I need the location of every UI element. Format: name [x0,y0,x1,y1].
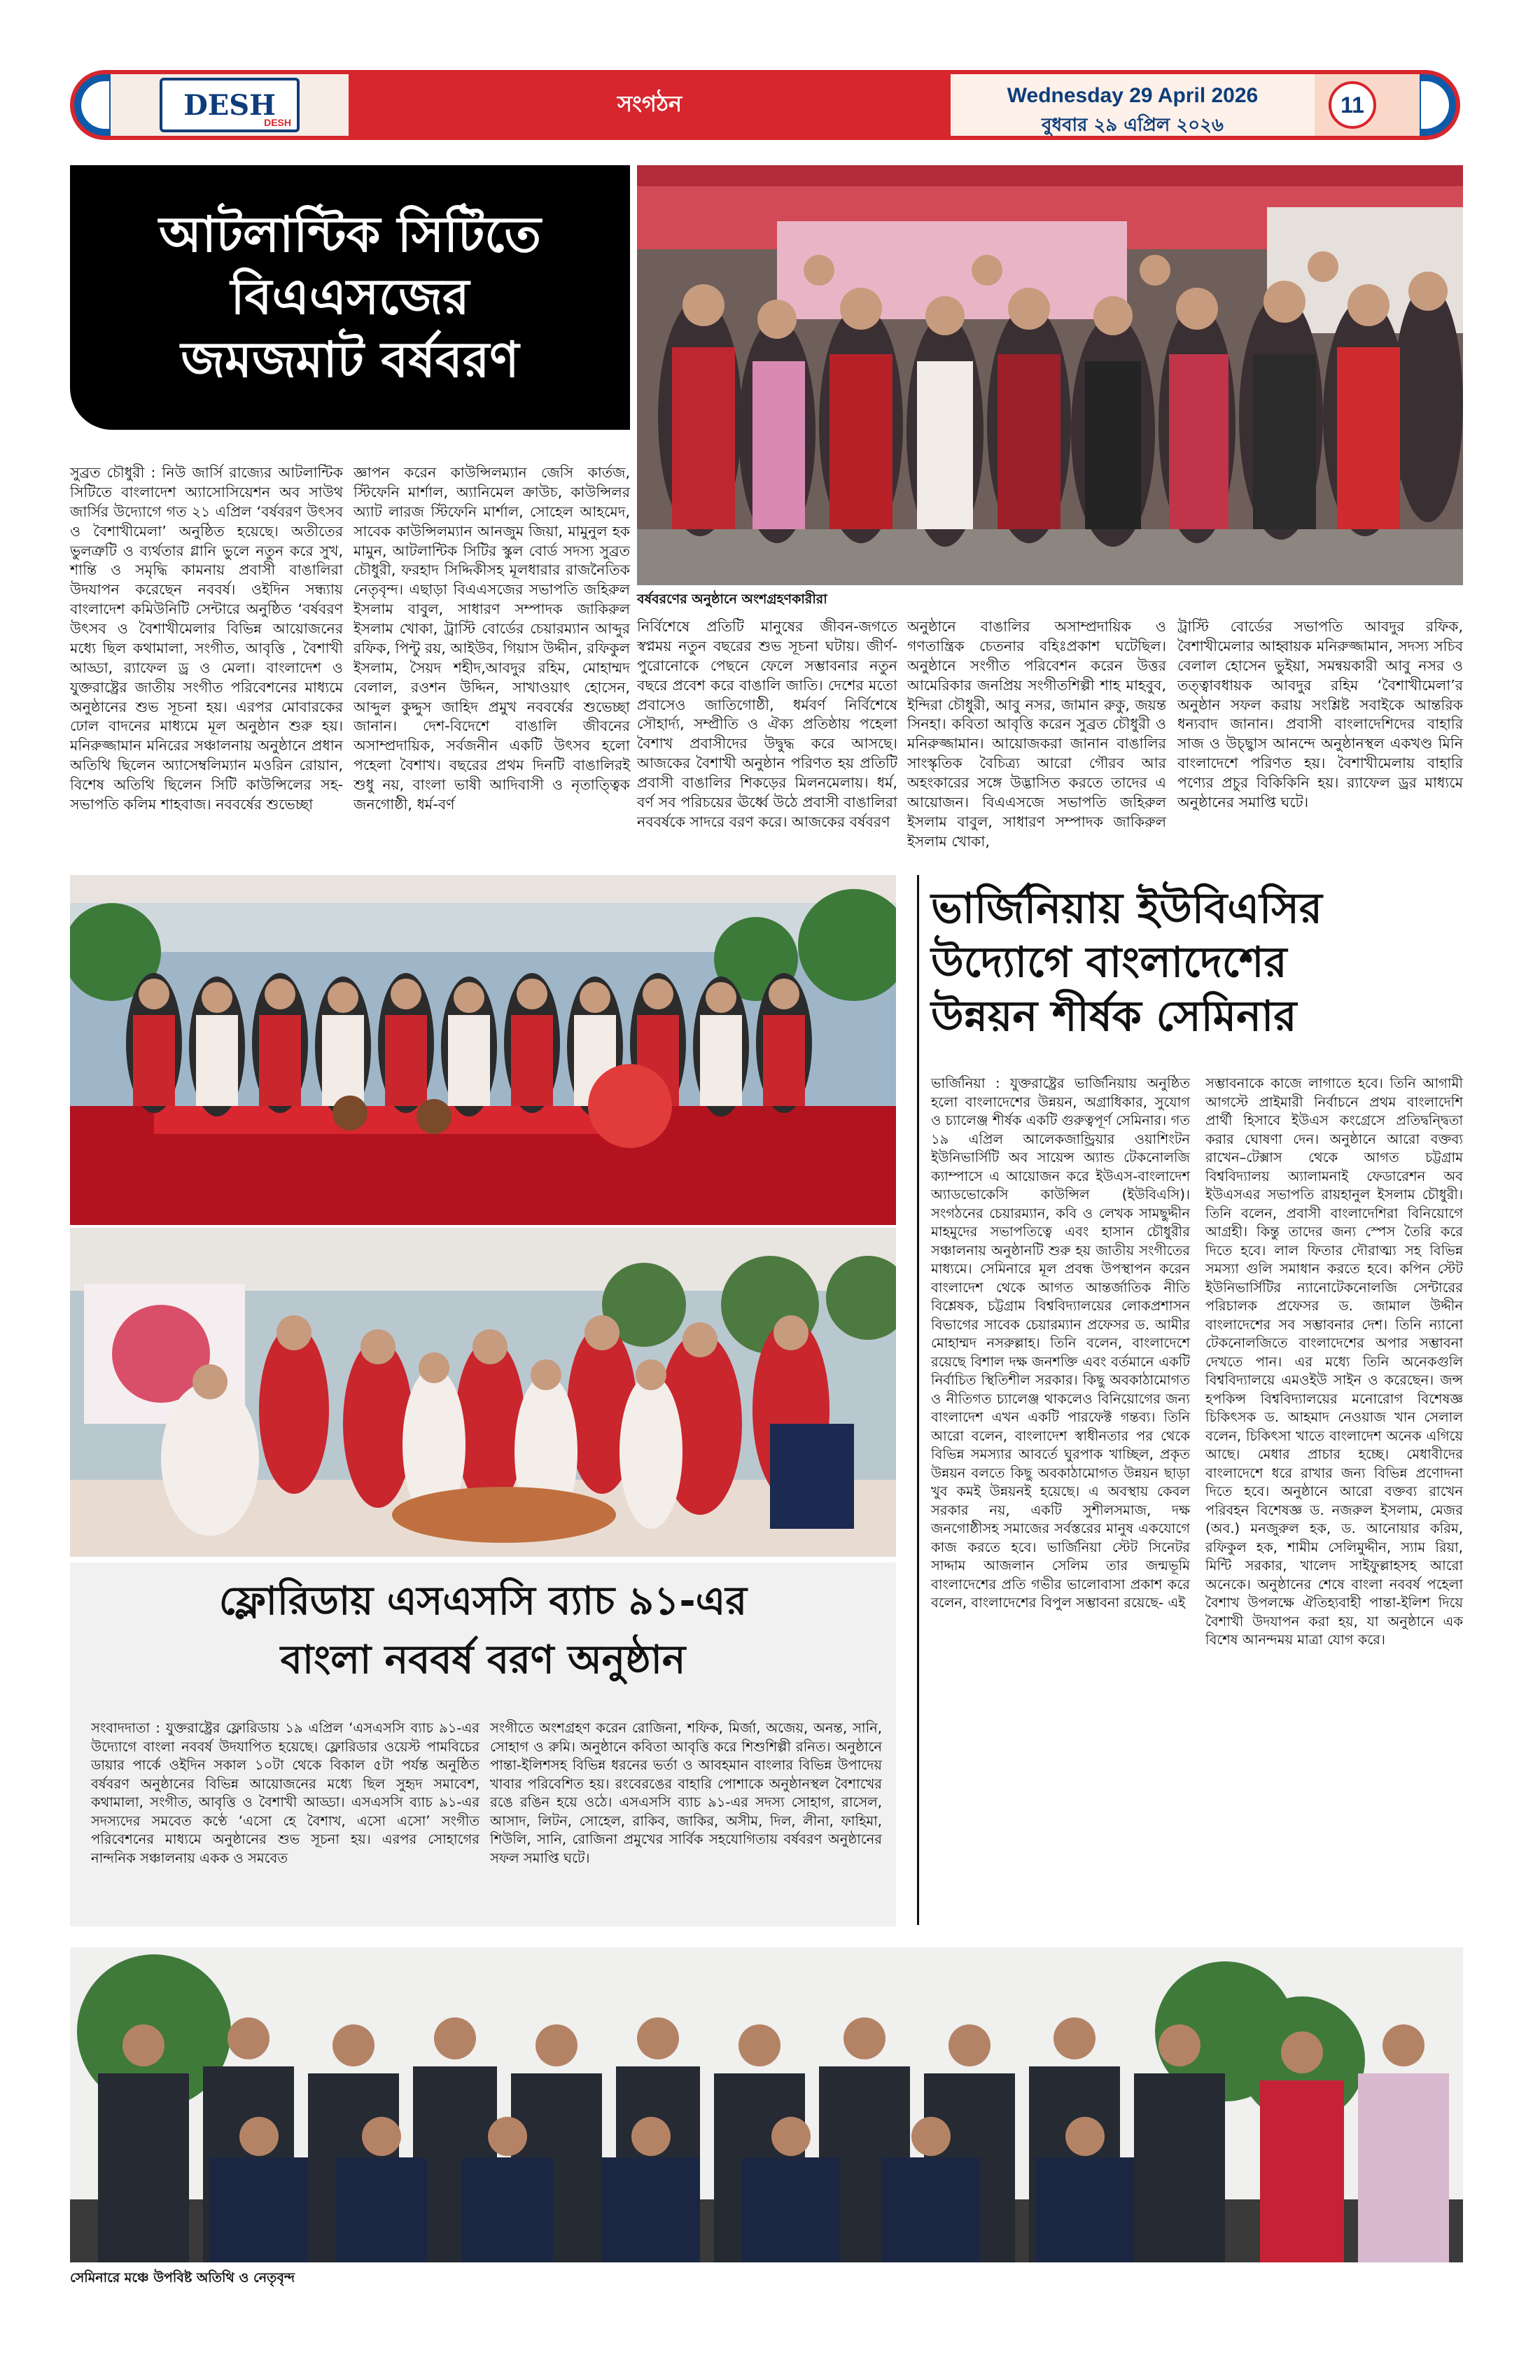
article1-photo-caption: বর্ষবরণের অনুষ্ঠানে অংশগ্রহণকারীরা [637,592,827,607]
headline-line: বাংলা নববর্ষ বরণ অনুষ্ঠান [280,1637,686,1683]
article2-photo-group [70,875,896,1225]
article3-headline [931,882,1463,1043]
headline-line: ফ্লোরিডায় এসএসসি ব্যাচ ৯১-এর [218,1578,748,1624]
date-english: Wednesday 29 April 2026 [1007,84,1259,107]
masthead-logo-area[interactable] [111,70,349,140]
page-number-area [1315,70,1420,140]
date-bangla: বুধবার ২৯ এপ্রিল ২০২৬ [1042,115,1224,136]
article1-headline [70,165,630,430]
seminar-photo [70,1947,1463,2262]
article2-column-2: সংগীতে অংশগ্রহণ করেন রোজিনা, শফিক, মির্জা, অজেয়, অনন্ত, সানি, সোহাগ ও রুমি। অনুষ্ঠানে কবিতা আবৃত্তি করে শিশুশিল্পী রনিত। অনুষ্ঠানে পান্তা-ইলিশসহ বিভিন্ন ধরনের ভর্তা ও আবহমান বাংলার বিভিন্ন উপাদেয় খাবার পরিবেশিত হয়। রংবেরঙের বাহারি পোশাকে অনুষ্ঠানস্থল বৈশাখের রঙে রঙিন হয়ে ওঠে। এসএসসি ব্যাচ ৯১-এর সদস্য সোহাগ, রাসেল, আসাদ, লিটন, সোহেল, রাকিব, জাকির, অসীম, দিল, লীনা, ফাহিমা, শিউলি, সানি, রোজিনা প্রমুখের সার্বিক সহযোগিতায় বর্ষবরণ অনুষ্ঠানের সফল সমাপ্তি ঘটে। [490,1720,882,1866]
header-left-ornament [70,70,111,140]
page-number: 11 [1329,81,1376,129]
header-right-ornament [1420,70,1460,140]
headline-line: ভার্জিনিয়ায় ইউবিএসির [931,884,1322,933]
logo-text: DESH [183,88,276,122]
article2-photo-women [70,1228,896,1557]
article3-column-2: সম্ভাবনাকে কাজে লাগাতে হবে। তিনি আগামী আগস্টে প্রাইমারী নির্বাচনে প্রথম বাংলাদেশি প্রার্থী হিসাবে ইউএস কংগ্রেসে প্রতিদ্বন্দ্বিতা করার ঘোষণা দেন। অনুষ্ঠানে আরো বক্তব্য রাখেন–টেক্সাস থেকে আগত চট্টগ্রাম বিশ্ববিদ্যালয় অ্যালামনাই ফেডারেশন অব ইউএসএর সভাপতি রায়হানুল ইসলাম চৌধুরী। তিনি বলেন, প্রবাসী বাংলাদেশিরা বিনিয়োগে আগ্রহী। কিন্তু তাদের জন্য স্পেস তৈরি করে দিতে হবে। লাল ফিতার দৌরাত্ম্য সহ বিভিন্ন সমস্যা গুলি সমাধান করতে হবে। কপিন স্টেট ইউনিভার্সিটির ন্যানোটেকনোলজি সেন্টারের পরিচালক প্রফেসর ড. জামাল উদ্দীন বাংলাদেশের সব সম্ভাবনার দেশ। তিনি ন্যানো টেকনোলজিতে বাংলাদেশের অপার সম্ভাবনা দেখতে পান। এর মধ্যে তিনি অনেকগুলি বিশ্ববিদ্যালয়ে এমওইউ সাইন ও করেছেন। জন্স হপকিন্স বিশ্ববিদ্যালয়ের মনোরোগ বিশেষজ্ঞ চিকিৎসক ড. আহমাদ নেওয়াজ খান সেলাল বলেন, চিকিৎসা খাতে বাংলাদেশ অনেক এগিয়ে আছে। মেধার প্রাচার হচ্ছে। মেধাবীদের বাংলাদেশে ধরে রাখার জন্য বিভিন্ন প্রণোদনা দিতে হবে। অনুষ্ঠানে আরো বক্তব্য রাখেন পরিবহন বিশেষজ্ঞ ড. নজরুল ইসলাম, মেজর (অব.) মনজুরুল হক, ড. আনোয়ার করিম, রফিকুল হক, শামীম সেলিমুদ্দীন, স্যাম রিয়া, মিন্টি সরকার, খালেদ সাইফুল্লাহসহ আরো অনেকে। অনুষ্ঠানের শেষে বাংলা নববর্ষ পহেলা বৈশাখ উপলক্ষে ঐতিহ্যবাহী পান্তা-ইলিশ দিয়ে বৈশাখী উদযাপন করা হয়, যা অনুষ্ঠানে এক বিশেষ আনন্দময় মাত্রা যোগ করে। [1205,1075,1463,1648]
headline-line: উন্নয়ন শীর্ষক সেমিনার [931,991,1297,1041]
article3-column-1: ভার্জিনিয়া : যুক্তরাষ্ট্রের ভার্জিনিয়ায় অনুষ্ঠিত হলো বাংলাদেশের উন্নয়ন, অগ্রাধিকার, সুযোগ ও চ্যালেঞ্জ শীর্ষক একটি গুরুত্বপূর্ণ সেমিনার। গত ১৯ এপ্রিল আলেকজান্ড্রিয়ার ওয়াশিংটন ইউনিভার্সিটি অব সায়েন্স অ্যান্ড টেকনোলজি ক্যাম্পাসে এ আয়োজন করে ইউএস-বাংলাদেশ অ্যাডভোকেসি কাউন্সিল (ইউবিএসি)। সংগঠনের চেয়ারম্যান, কবি ও লেখক সামছুদ্দীন মাহমুদের সভাপতিত্বে এবং হাসান চৌধুরীর সঞ্চালনায় অনুষ্ঠানটি শুরু হয় জাতীয় সংগীতের মাধ্যমে। সেমিনারে মূল প্রবন্ধ উপস্থাপন করেন বাংলাদেশ থেকে আগত আন্তর্জাতিক নীতি বিশ্লেষক, চট্টগ্রাম বিশ্ববিদ্যালয়ের লোকপ্রশাসন বিভাগের সাবেক চেয়ারম্যান প্রফেসর ড. আমীর মোহাম্মদ নসরুল্লাহ। তিনি বলেন, বাংলাদেশে রয়েছে বিশাল দক্ষ জনশক্তি এবং বর্তমানে একটি নির্বাচিত স্থিতিশীল সরকার। কিছু অবকাঠামোগত ও নীতিগত চ্যালেঞ্জ থাকলেও বিনিয়োগের জন্য বাংলাদেশ এখন একটি পারফেক্ট গন্তব্য। তিনি আরো বলেন, বাংলাদেশ স্বাধীনতার পর থেকে বিভিন্ন সমস্যার আবর্তে ঘুরপাক খাচ্ছিল, প্রকৃত উন্নয়ন বলতে কিছু অবকাঠামোগত উন্নয়ন ছাড়া খুব কমই উন্নয়নই হয়েছে। এ অবস্থায় কেবল সরকার নয়, একটি সুশীলসমাজ, দক্ষ জনগোষ্ঠীসহ সমাজের সর্বস্তরের মানুষ একযোগে কাজ করতে হবে। ভার্জিনিয়া স্টেট সিনেটর সাদ্দাম আজলান সেলিম তার জন্মভূমি বাংলাদেশের প্রতি গভীর ভালোবাসা প্রকাশ করে বলেন, বাংলাদেশের বিপুল সম্ভাবনা রয়েছে- এই [931,1075,1190,1611]
article1-column-4: অনুষ্ঠানে বাঙালির অসাম্প্রদায়িক ও গণতান্ত্রিক চেতনার বহিঃপ্রকাশ ঘটেছিল। অনুষ্ঠানে সংগীত পরিবেশন করেন উত্তর আমেরিকার জনপ্রিয় সংগীতশিল্পী শাহ মাহবুব, ইন্দিরা চৌধুরী, আবু নসর, জামান রুকু, জয়ন্ত সিনহা। কবিতা আবৃত্তি করেন সুব্রত চৌধুরী ও মনিরুজ্জামান। আয়োজকরা জানান বাঙালির সাংস্কৃতিক বৈচিত্র্য আরো গৌরব আর অহংকারের সঙ্গে উদ্ভাসিত করতে তাদের এ আয়োজন। বিএএসজে সভাপতি জহিরুল ইসলাম বাবুল, সাধারণ সম্পাদক জাকিরুল ইসলাম খোকা, [907,618,1166,850]
newspaper-logo [160,78,300,132]
article1-column-3: নির্বিশেষে প্রতিটি মানুষের জীবন-জগতে স্বপ্নময় নতুন বছরের শুভ সূচনা ঘটায়। জীর্ণ-পুরোনোকে পেছনে ফেলে সম্ভাবনার নতুন বছরে প্রবেশ করে বাঙালি জাতি। দেশের মতো প্রবাসেও জাতিগোষ্ঠী, ধর্মবর্ণ নির্বিশেষে সৌহার্দ্য, সম্প্রীতি ও ঐক্য প্রতিষ্ঠায় পহেলা বৈশাখ প্রবাসীদের উদ্বুদ্ধ করে আসছে। আজকের বৈশাখী অনুষ্ঠান পরিণত হয় প্রতিটি প্রবাসী বাঙালির শিকড়ের মিলনমেলায়। ধর্ম, বর্ণ সব পরিচয়ের ঊর্ধ্বে উঠে প্রবাসী বাঙালিরা নববর্ষকে সাদরে বরণ করে। আজকের বর্ষবরণ [637,618,897,830]
headline-line: বিএএসজের [230,268,470,326]
header-date [951,70,1315,140]
article2-column-1: সংবাদদাতা : যুক্তরাষ্ট্রের ফ্লোরিডায় ১৯ এপ্রিল ‘এসএসসি ব্যাচ ৯১-এর উদ্যোগে বাংলা নববর্ষ উদযাপিত হয়েছে। ফ্লোরিডার ওয়েস্ট পামবিচের ডায়ার পার্কে ওইদিন সকাল ১০টা থেকে বিকাল ৫টা পর্যন্ত অনুষ্ঠিত বর্ষবরণ অনুষ্ঠানের বিভিন্ন আয়োজনের মধ্যে ছিল সুহৃদ সমাবেশ, কথামালা, সংগীত, আবৃত্তি ও বৈশাখী আড্ডা। এসএসসি ব্যাচ ৯১-এর সদস্যদের সমবেত কণ্ঠে ‘এসো হে বৈশাখ, এসো এসো’ সংগীত পরিবেশনের মাধ্যমে অনুষ্ঠানের শুভ সূচনা হয়। এরপর সোহাগের নান্দনিক সঞ্চালনায় একক ও সমবেত [91,1720,479,1866]
section-title: সংগঠন [349,70,951,140]
seminar-photo-caption: সেমিনারে মঞ্চে উপবিষ্ট অতিথি ও নেতৃবৃন্দ [70,2270,295,2286]
logo-subtext: DESH [264,117,291,128]
article1-column-2: জ্ঞাপন করেন কাউন্সিলম্যান জেসি কার্তজ, স্টিফেনি মার্শাল, অ্যানিমেল ক্রাউচ, কাউন্সিলর অ্যাট লারজ স্টিফেনি মার্শাল, সোহেল আহমেদ, সাবেক কাউন্সিলম্যান আনজুম জিয়া, মামুনুল হক মামুন, আটলান্টিক সিটির স্কুল বোর্ড সদস্য সুব্রত চৌধুরী, ফরহাদ সিদ্দিকীসহ মূলধারার রাজনৈতিক নেতৃবৃন্দ। এছাড়া বিএএসজের সভাপতি জহিরুল ইসলাম বাবুল, সাধারণ সম্পাদক জাকিরুল ইসলাম খোকা, ট্রাস্টি বোর্ডের চেয়ারম্যান আব্দুর রফিক, পিন্টু রয়, আইউব, গিয়াস উদ্দীন, রফিকুল ইসলাম, সৈয়দ শহীদ,আবদুর রহিম, মোহাম্মদ বেলাল, রওশন উদ্দিন, সাখাওয়াৎ হোসেন, আব্দুল কুদ্দুস জাহিদ প্রমুখ নববর্ষের শুভেচ্ছা জানান। দেশ-বিদেশে বাঙালি জীবনের অসাম্প্রদায়িক, সর্বজনীন একটি উৎসব হলো পহেলা বৈশাখ। বছরের প্রথম দিনটি বাঙালিরই শুধু নয়, বাংলা ভাষী আদিবাসী ও নৃতাত্ত্বিক জনগোষ্ঠী, ধর্ম-বর্ণ [354,464,630,813]
article1-column-5: ট্রাস্টি বোর্ডের সভাপতি আবদুর রফিক, বৈশাখীমেলার আহ্বায়ক মনিরুজ্জামান, সদস্য সচিব বেলাল হোসেন ভুইয়া, সমন্বয়কারী আবু নসর ও তত্ত্বাবধায়ক আবদুর রহিম ‘বৈশাখীমেলা’র অনুষ্ঠান সফল করায় সংশ্লিষ্ট সবাইকে আন্তরিক ধন্যবাদ জানান। প্রবাসী বাংলাদেশিদের বাহারি সাজ ও উচ্ছ্বাস আনন্দে অনুষ্ঠানস্থল একখণ্ড মিনি বাংলাদেশে পরিণত হয়। বৈশাখীমেলায় বাহারি পণ্যের প্রচুর বিকিকিনি হয়। র‌্যাফেল ড্রর মাধ্যমে অনুষ্ঠানের সমাপ্তি ঘটে। [1177,618,1463,811]
article2-headline [70,1562,896,1716]
headline-line: আটলান্টিক সিটিতে [159,205,541,263]
headline-line: উদ্যোগে বাংলাদেশের [931,937,1287,987]
article1-photo [637,165,1463,585]
article1-column-1: সুব্রত চৌধুরী : নিউ জার্সি রাজ্যের আটলান্টিক সিটিতে বাংলাদেশ অ্যাসোসিয়েশন অব সাউথ জার্সির উদ্যোগে গত ২১ এপ্রিল ‘বর্ষবরণ উৎসব ও বৈশাখীমেলা’ অনুষ্ঠিত হয়েছে। অতীতের ভুলত্রুটি ও ব্যর্থতার গ্লানি ভুলে নতুন করে সুখ, শান্তি ও সমৃদ্ধি কামনায় প্রবাসী বাঙালিরা উদযাপন করেছেন নববর্ষ। ওইদিন সন্ধ্যায় বাংলাদেশ কমিউনিটি সেন্টারে অনুষ্ঠিত ‘বর্ষবরণ উৎসব ও বৈশাখীমেলার বিভিন্ন আয়োজনের মধ্যে ছিল কথামালা, সংগীত, আবৃত্তি , বৈশাখী আড্ডা, র‌্যাফেল ড্র ও মেলা। বাংলাদেশ ও যুক্তরাষ্ট্রের জাতীয় সংগীত পরিবেশনের মাধ্যমে অনুষ্ঠানের শুভ সূচনা হয়। এরপর মোবারকের ঢোল বাদনের মাধ্যমে মূল অনুষ্ঠান শুরু হয়। মনিরুজ্জামান মনিরের সঞ্চালনায় অনুষ্ঠানে প্রধান অতিথি ছিলেন অ্যাসেম্বলিম্যান মওরিন রোয়ান, বিশেষ অতিথি ছিলেন সিটি কাউন্সিলের সহ-সভাপতি কলিম শাহবাজ। নববর্ষের শুভেচ্ছা [70,464,343,813]
column-divider [917,875,919,1925]
headline-line: জমজমাট বর্ষবরণ [181,330,519,388]
